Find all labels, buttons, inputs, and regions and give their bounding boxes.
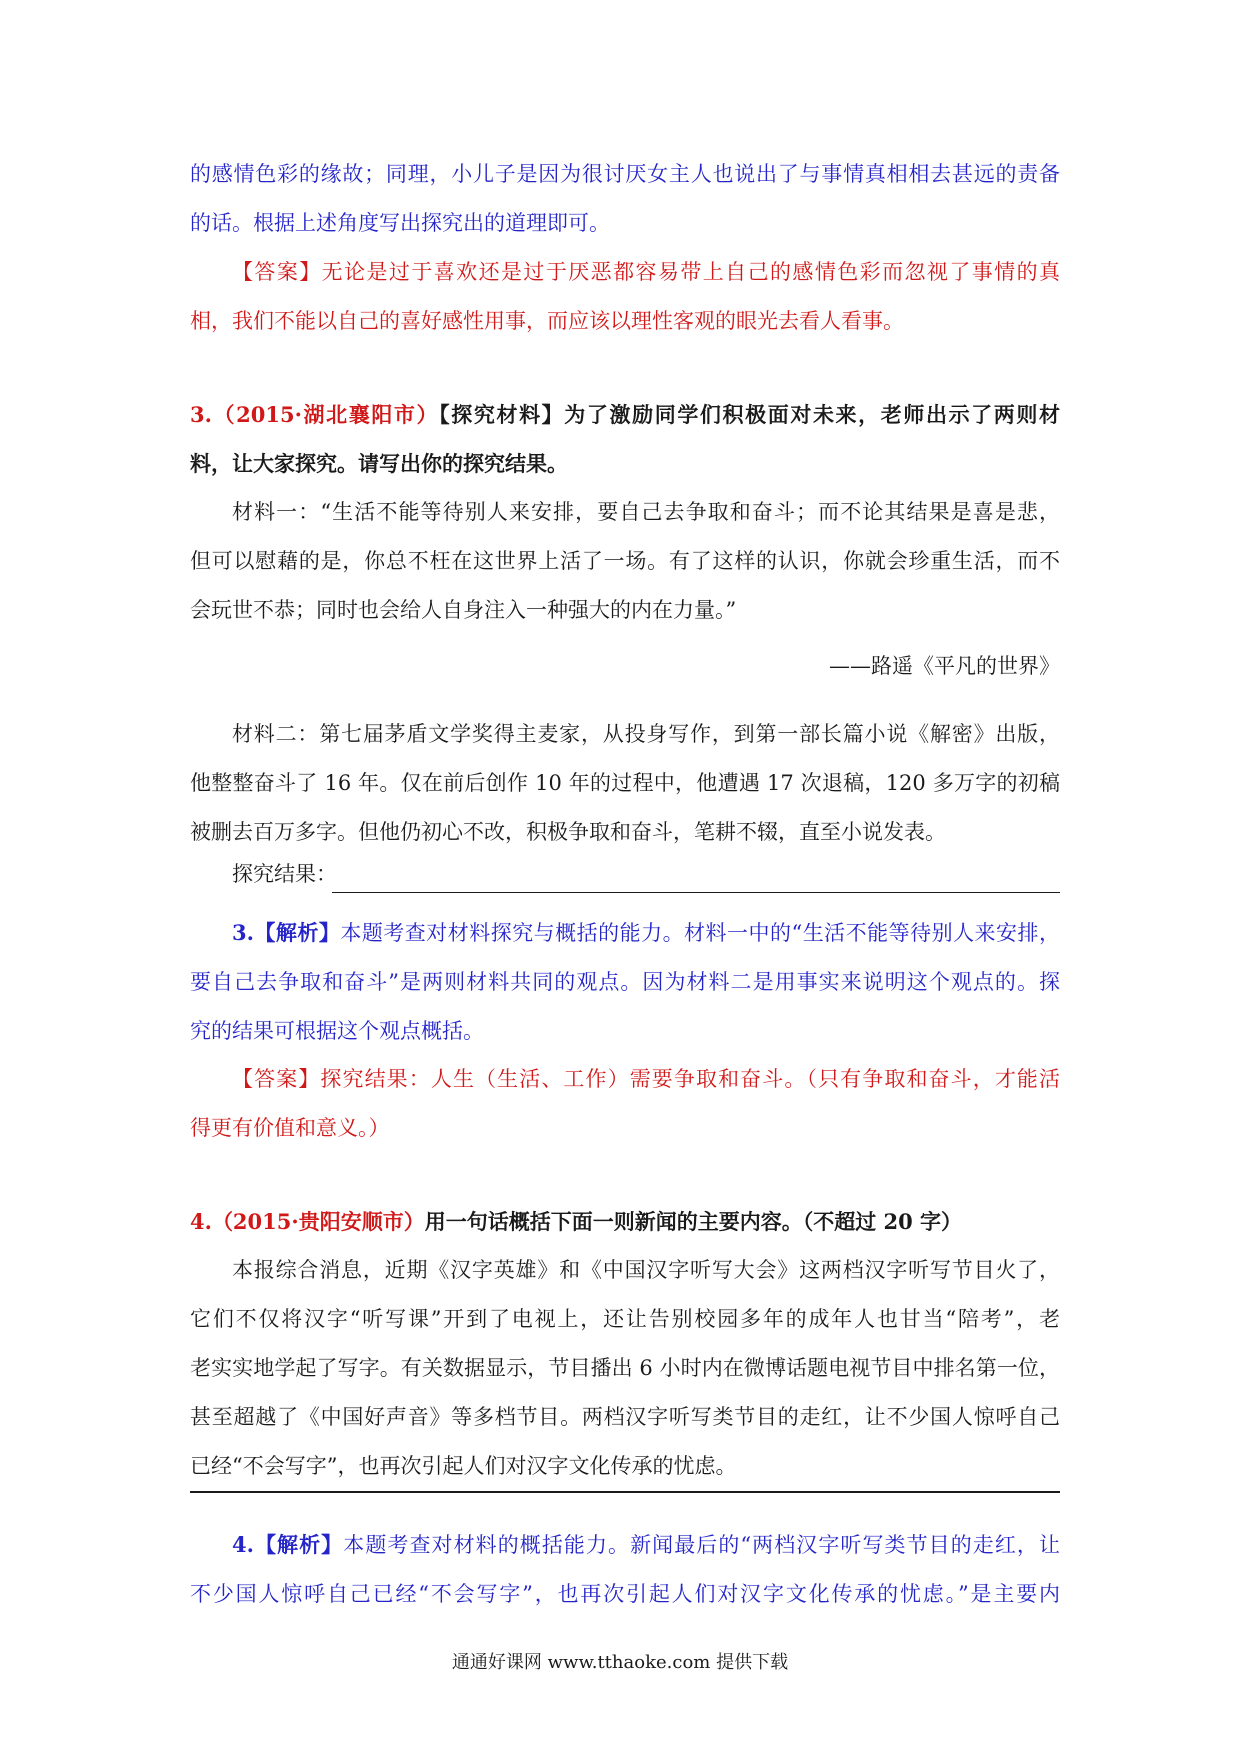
- material-line: 被删去百万多字。但他仍初心不改，积极争取和奋斗，笔耕不辍，直至小说发表。: [190, 820, 946, 844]
- q3-question-line: [190, 390, 1060, 439]
- q3-analysis-line: [190, 908, 1060, 958]
- analysis-text: 本题考查对材料的概括能力。新闻最后的“两档汉字听写类节目的走红，让: [343, 1533, 1060, 1557]
- q4-question-text: 用一句话概括下面一则新闻的主要内容。（不超过 20 字）: [424, 1209, 963, 1234]
- q3-analysis-line: 究的结果可根据这个观点概括。: [190, 1019, 484, 1043]
- news-line: 甚至超越了《中国好声音》等多档节目。两档汉字听写类节目的走红，让不少国人惊呼自己: [190, 1405, 1060, 1429]
- page-footer: 通通好课网 www.tthaoke.com 提供下载: [451, 1652, 789, 1673]
- q4-question: [190, 1197, 1060, 1246]
- analysis-text: 本题考查对材料探究与概括的能力。材料一中的“生活不能等待别人来安排，: [340, 921, 1060, 945]
- q3-analysis: [190, 908, 1060, 1056]
- q3-answer-line: [332, 892, 1060, 893]
- answer-text: 探究结果：人生（生活、工作）需要争取和奋斗。（只有争取和奋斗，才能活: [320, 1067, 1061, 1091]
- analysis-label: 3.【解析】: [232, 920, 341, 945]
- answer-text: 无论是过于喜欢还是过于厌恶都容易带上自己的感情色彩而忽视了事情的真: [321, 260, 1061, 284]
- material-line: 但可以慰藉的是，你总不枉在这世界上活了一场。有了这样的认识，你就会珍重生活，而不: [190, 549, 1060, 573]
- answer-label: 【答案】: [232, 1067, 321, 1091]
- intro-answer-line: [190, 248, 1060, 297]
- intro-analysis-line: 的话。根据上述角度写出探究出的道理即可。: [190, 211, 610, 235]
- q4-analysis-line: [190, 1520, 1060, 1570]
- intro-analysis-line: 的感情色彩的缘故；同理，小儿子是因为很讨厌女主人也说出了与事情真相相去甚远的责备: [190, 162, 1060, 186]
- q4-analysis: [190, 1520, 1060, 1619]
- q4-news: [190, 1246, 1060, 1491]
- q3-number: 3.: [190, 402, 212, 427]
- q3-answer-line: [190, 1055, 1060, 1104]
- material-line: 材料二：第七届茅盾文学奖得主麦家，从投身写作，到第一部长篇小说《解密》出版，: [232, 722, 1060, 746]
- intro-answer-line: 相，我们不能以自己的喜好感性用事，而应该以理性客观的眼光去看人看事。: [190, 309, 904, 333]
- q4-answer-line: [190, 1491, 1060, 1493]
- material-line: 他整整奋斗了 16 年。仅在前后创作 10 年的过程中，他遭遇 17 次退稿，120 多万字的初稿: [190, 771, 1060, 795]
- material-line: 会玩世不恭；同时也会给人自身注入一种强大的内在力量。”: [190, 598, 737, 622]
- q3-material1: [190, 488, 1060, 635]
- news-line: 本报综合消息，近期《汉字英雄》和《中国汉字听写大会》这两档汉字听写节目火了，: [232, 1258, 1060, 1282]
- intro-analysis: [190, 150, 1060, 248]
- q4-question-line: [190, 1197, 1060, 1246]
- q3-question-text: 【探究材料】为了激励同学们积极面对未来，老师出示了两则材: [439, 402, 1061, 427]
- q3-question: [190, 390, 1060, 488]
- q3-analysis-line: 要自己去争取和奋斗”是两则材料共同的观点。因为材料二是用事实来说明这个观点的。探: [190, 970, 1060, 994]
- q3-result-label: 探究结果：: [232, 862, 337, 886]
- q3-source: （2015·湖北襄阳市）: [211, 402, 440, 427]
- q4-analysis-line: 不少国人惊呼自己已经“不会写字”，也再次引起人们对汉字文化传承的忧虑。”是主要内: [190, 1582, 1060, 1606]
- news-line: 已经“不会写字”，也再次引起人们对汉字文化传承的忧虑。: [190, 1454, 737, 1478]
- q3-material2: [190, 710, 1060, 857]
- q4-source: （2015·贵阳安顺市）: [211, 1209, 425, 1234]
- answer-label: 【答案】: [232, 260, 322, 284]
- q3-answer: [190, 1055, 1060, 1153]
- material-line: 材料一：“生活不能等待别人来安排，要自己去争取和奋斗；而不论其结果是喜是悲，: [232, 500, 1060, 524]
- intro-answer: [190, 248, 1060, 346]
- q3-material1-source: ——路遥《平凡的世界》: [829, 654, 1060, 678]
- q3-question-line: 料，让大家探究。请写出你的探究结果。: [190, 451, 568, 476]
- q3-answer-line: 得更有价值和意义。）: [190, 1116, 390, 1140]
- news-line: 它们不仅将汉字“听写课”开到了电视上，还让告别校园多年的成年人也甘当“陪考”，老: [190, 1307, 1060, 1331]
- news-line: 老实实地学起了写字。有关数据显示，节目播出 6 小时内在微博话题电视节目中排名第一位，: [190, 1356, 1060, 1380]
- analysis-label: 4.【解析】: [232, 1532, 344, 1557]
- q4-number: 4.: [190, 1209, 212, 1234]
